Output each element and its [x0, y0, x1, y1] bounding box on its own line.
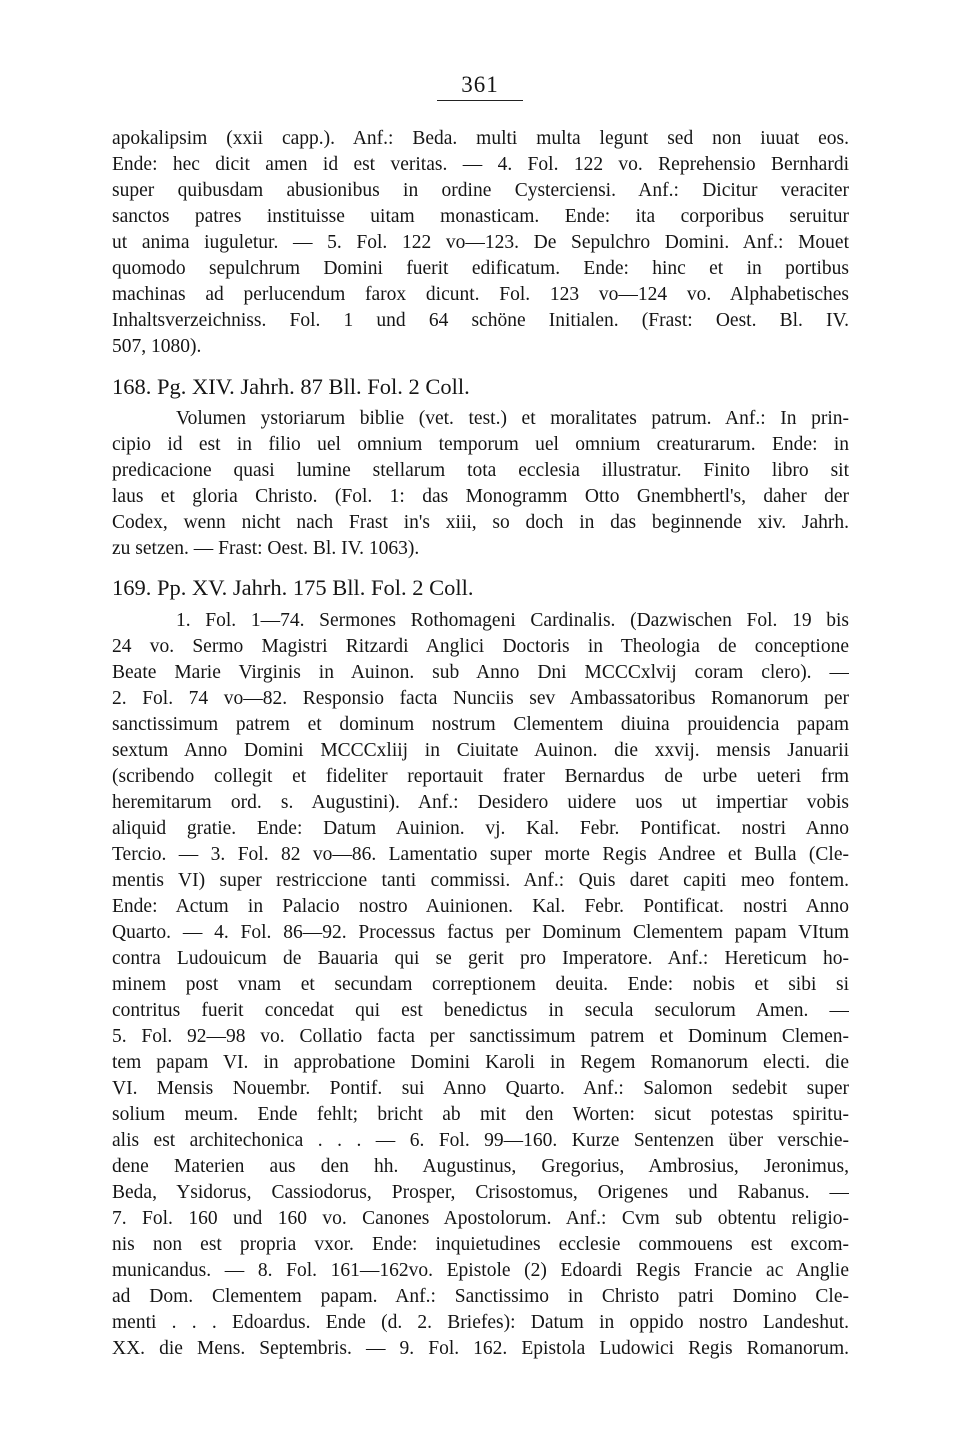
text-line: sextum Anno Domini MCCCxliij in Ciuitate Auinon. die xxvij. mensis Januarii	[112, 740, 849, 761]
text-line: nis non est propria vxor. Ende: inquietudines ecclesie commouens est excom-	[112, 1234, 849, 1255]
text-line: Beate Marie Virginis in Auinon. sub Anno Dni MCCCxlvij coram clero). —	[112, 662, 849, 683]
text-line: (scribendo collegit et fideliter reportauit frater Bernardus de urbe ueteri frm	[112, 766, 849, 787]
page-number: 361	[461, 72, 499, 97]
text-line: solium meum. Ende fehlt; bricht ab mit den Worten: sicut potestas spiritu-	[112, 1104, 849, 1125]
text-line: 7. Fol. 160 und 160 vo. Canones Apostolorum. Anf.: Cvm sub obtentu religio-	[112, 1208, 849, 1229]
text-line: alis est architechonica . . . — 6. Fol. 99—160. Kurze Sentenzen über verschie-	[112, 1130, 849, 1151]
entry-heading: 168. Pg. XIV. Jahrh. 87 Bll. Fol. 2 Coll.	[112, 374, 470, 399]
text-line: Quarto. — 4. Fol. 86—92. Processus factus per Dominum Clementem papam VItum	[112, 922, 849, 943]
text-line: dene Materien aus den hh. Augustinus, Gregorius, Ambrosius, Jeronimus,	[112, 1156, 849, 1177]
text-line: laus et gloria Christo. (Fol. 1: das Monogramm Otto Gnembhertl's, daher der	[112, 486, 849, 507]
text-line: super quibusdam abusionibus in ordine Cysterciensi. Anf.: Dicitur veraciter	[112, 180, 849, 201]
page-number-rule	[437, 100, 523, 101]
text-line: predicacione quasi lumine stellarum tota ecclesia illustratur. Finito libro sit	[112, 460, 849, 481]
text-line: municandus. — 8. Fol. 161—162vo. Epistole (2) Edoardi Regis Francie ac Anglie	[112, 1260, 849, 1281]
text-line: XX. die Mens. Septembris. — 9. Fol. 162. Epistola Ludowici Regis Romanorum.	[112, 1338, 849, 1359]
text-line: 1. Fol. 1—74. Sermones Rothomageni Cardinalis. (Dazwischen Fol. 19 bis	[176, 610, 849, 631]
text-line: Ende: hec dicit amen id est veritas. — 4. Fol. 122 vo. Reprehensio Bernhardi	[112, 154, 849, 175]
text-line: 507, 1080).	[112, 336, 202, 357]
text-line: Inhaltsverzeichniss. Fol. 1 und 64 schöne Initialen. (Frast: Oest. Bl. IV.	[112, 310, 849, 331]
text-line: tem papam VI. in approbatione Domini Karoli in Regem Romanorum electi. die	[112, 1052, 849, 1073]
text-line: Beda, Ysidorus, Cassiodorus, Prosper, Crisostomus, Origenes und Rabanus. —	[112, 1182, 849, 1203]
text-line: ad Dom. Clementem papam. Anf.: Sanctissimo in Christo patri Domino Cle-	[112, 1286, 849, 1307]
text-line: heremitarum ord. s. Augustini). Anf.: Desidero uidere uos ut impertiar vobis	[112, 792, 849, 813]
text-line: menti . . . Edoardus. Ende (d. 2. Briefes): Datum in oppido nostro Landeshut.	[112, 1312, 849, 1333]
text-line: sanctos patres instituisse uitam monasticam. Ende: ita corporibus seruitur	[112, 206, 849, 227]
entry-heading: 169. Pp. XV. Jahrh. 175 Bll. Fol. 2 Coll.	[112, 575, 474, 600]
text-line: quomodo sepulchrum Domini fuerit edificatum. Ende: hinc et in portibus	[112, 258, 849, 279]
text-line: Codex, wenn nicht nach Frast in's xiii, so doch in das beginnende xiv. Jahrh.	[112, 512, 849, 533]
text-line: Tercio. — 3. Fol. 82 vo—86. Lamentatio super morte Regis Andree et Bulla (Cle-	[112, 844, 849, 865]
text-line: Ende: Actum in Palacio nostro Auinionen. Kal. Febr. Pontificat. nostri Anno	[112, 896, 849, 917]
text-line: mentis VI) super restriccione tanti commissi. Anf.: Quis daret capiti meo fontem.	[112, 870, 849, 891]
text-line: contra Ludouicum de Bauaria qui se gerit pro Imperatore. Anf.: Hereticum ho-	[112, 948, 849, 969]
text-line: aliquid gratie. Ende: Datum Auinion. vj. Kal. Febr. Pontificat. nostri Anno	[112, 818, 849, 839]
text-line: 2. Fol. 74 vo—82. Responsio facta Nunciis sev Ambassatoribus Romanorum per	[112, 688, 849, 709]
text-line: machinas ad perlucendum farox dicunt. Fol. 123 vo—124 vo. Alphabetisches	[112, 284, 849, 305]
text-line: cipio id est in filio uel omnium temporum uel omnium creaturarum. Ende: in	[112, 434, 849, 455]
text-line: zu setzen. — Frast: Oest. Bl. IV. 1063).	[112, 538, 420, 559]
text-line: Volumen ystoriarum biblie (vet. test.) et moralitates patrum. Anf.: In prin-	[176, 408, 849, 429]
text-line: 5. Fol. 92—98 vo. Collatio facta per sanctissimum patrem et Dominum Clemen-	[112, 1026, 849, 1047]
text-line: apokalipsim (xxii capp.). Anf.: Beda. multi multa legunt sed non iuuat eos.	[112, 128, 849, 149]
text-line: contritus fuerit concedat qui est benedictus in secula seculorum Amen. —	[112, 1000, 849, 1021]
text-line: minem post vnam et secundam correptionem deuita. Ende: nobis et sibi si	[112, 974, 849, 995]
text-line: 24 vo. Sermo Magistri Ritzardi Anglici Doctoris in Theologia de conceptione	[112, 636, 849, 657]
text-line: sanctissimum patrem et dominum nostrum Clementem diuina prouidencia papam	[112, 714, 849, 735]
text-line: VI. Mensis Nouembr. Pontif. sui Anno Quarto. Anf.: Salomon sedebit super	[112, 1078, 849, 1099]
text-line: ut anima iuguletur. — 5. Fol. 122 vo—123. De Sepulchro Domini. Anf.: Mouet	[112, 232, 849, 253]
